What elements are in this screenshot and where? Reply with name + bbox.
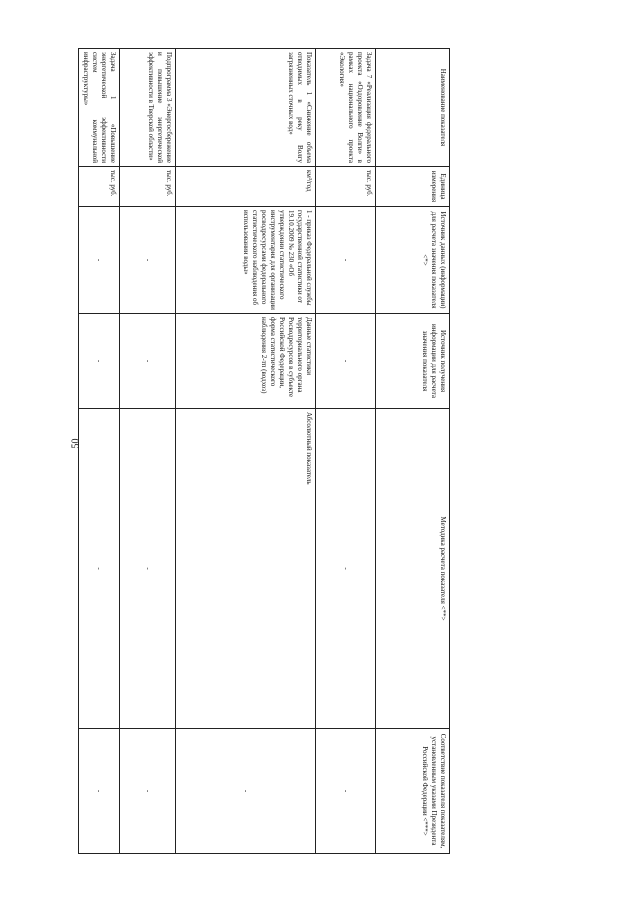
cell-data-source: - [79, 207, 120, 314]
cell-name: Задача 7 «Реализация федерального проекта «Оздоровление Волги» в рамках национального проекта «Экология» [316, 49, 376, 167]
cell-calc-source: - [316, 314, 376, 409]
cell-unit: тыс. руб. [79, 167, 120, 207]
cell-name: Задача 1 «Повышение энергетической эффективности систем коммунальной инфраструктуры» [79, 49, 120, 167]
cell-compliance: - [79, 729, 120, 854]
header-name: Наименование показателя [376, 49, 450, 167]
table-row [120, 49, 176, 854]
indicators-table [78, 48, 450, 854]
header-calc-source: Источник получения информации для расчета значения показателя [376, 314, 450, 409]
cell-method: Абсолютный показатель [176, 409, 316, 729]
cell-compliance: - [316, 729, 376, 854]
cell-name: Показатель 1 «Снижение объема отводимых в реку Волгу загрязненных сточных вод» [176, 49, 316, 167]
table-header-row [376, 49, 450, 854]
rotated-table-container [84, 48, 450, 853]
table-row [79, 49, 120, 854]
table-row [176, 49, 316, 854]
cell-calc-source: Данные статистики территориального органа Росводресурсов в субъекте Российской Федерации, форма статистического наблюдения 2-тп (водхоз) [176, 314, 316, 409]
cell-method: - [120, 409, 176, 729]
cell-unit: тыс. руб. [316, 167, 376, 207]
header-compliance: Соответствие показателя показателям, установленным указами Президента Российской Федерации <***> [376, 729, 450, 854]
cell-name: Подпрограмма 3 «Энергосбережение и повышение энергетической эффективности в Тверской области» [120, 49, 176, 167]
cell-method: - [79, 409, 120, 729]
cell-data-source: 1 - приказ Федеральной службы государственной статистики от 19.10.2009 № 230 «Об утверждении статистического инструментария для организации росводресурсами федерального статистического наблюдения об использовании воды» [176, 207, 316, 314]
table-row [316, 49, 376, 854]
page-number: 50 [70, 438, 82, 449]
cell-data-source: - [120, 207, 176, 314]
cell-unit: км³/год [176, 167, 316, 207]
header-data-source: Источник данных (информации) для расчета значения показателя <*> [376, 207, 450, 314]
header-method: Методика расчета показателя <**> [376, 409, 450, 729]
cell-calc-source: - [79, 314, 120, 409]
cell-data-source: - [316, 207, 376, 314]
cell-unit: тыс. руб. [120, 167, 176, 207]
cell-compliance: - [176, 729, 316, 854]
cell-calc-source: - [120, 314, 176, 409]
cell-compliance: - [120, 729, 176, 854]
cell-method: - [316, 409, 376, 729]
header-unit: Единица измерения [376, 167, 450, 207]
